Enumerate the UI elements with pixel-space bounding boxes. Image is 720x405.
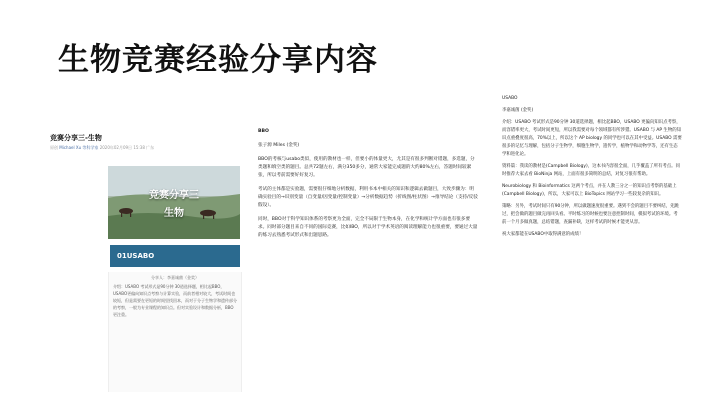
article-meta xyxy=(50,145,154,151)
article-title: 竞赛分享三-生物 xyxy=(50,134,102,142)
usabo-paragraph-3: Neurobiology 和 Bioinformatics 这两个考点，并在人教三分之一的知识点考察的基础上(Campbell Biology)，所以，大家可以上 BioTopics 网站学习一些较复杂的知识。 xyxy=(502,184,677,197)
usabo-header: USABO xyxy=(502,96,518,101)
meta-date: 2020年02月09日 15:38 广东 xyxy=(99,145,155,150)
article-screenshot-1 xyxy=(48,128,238,392)
usabo-closing: 祝大家都能在USABO中取得满意的成绩！ xyxy=(502,232,584,237)
usabo-paragraph-1: 介绍：USABO 考试形式是90分钟 30道选择题，相比起BBO，USABO 更偏向知识点考察，而容错率更大，考试时间更短，所以我需要对每个领域都有所涉猎。USABO 与 AP 生物的知识点重叠度很高，70%以上，所以这个 AP biology 的同学也可以在其中受益。USABO 需要很多的记忆与理解，包括分子生物学，细胞生物学，遗传学，植物学和动物学等，还有生态学和进化论。 xyxy=(502,120,682,157)
article-screenshot-2 xyxy=(258,128,478,318)
meta-prefix: 原创 xyxy=(50,145,58,150)
slide-title: 生物竞赛经验分享内容 xyxy=(58,42,378,78)
usabo-paragraph-2: 资料篇：我读的教材是(Campbell Biology)，这本书内容很全面，几乎覆盖了所有考点。同时推荐大家去看 BioNinja 网站，上面有很多简明的总结，对复习很有帮助。 xyxy=(502,164,680,177)
intro-box xyxy=(108,272,242,392)
meta-author[interactable]: Michael Xu 等科学家 xyxy=(59,145,99,150)
usabo-paragraph-4: 策略：另外，考试时间只有90分钟，所以做题速度很重要。遇到不会的题目不要纠结，先跳过，把会做的题目做完再回头看。平时练习的时候也要注意控制时间，模拟考试的环境。考前一个月多做真题，总结错题，查漏补缺，这样考试的时候才能更从容。 xyxy=(502,204,679,225)
cover-text-line2: 生物 xyxy=(164,208,184,219)
bbo-header: BBO xyxy=(258,129,269,134)
usabo-author: 李嘉诚菌 (金奖) xyxy=(502,108,534,113)
intro-body: 介绍：USABO 考试形式是90分钟 30道选择题，相比起BBO，USABO更偏向知识点考察与计算实验，而前者相对较大，考试时间也较短，但是需要在更短的时间里找回本，而对于分子生物学和遗传部分的考察，一般为专业课程的知识点。但对实验设计和数据分析，BBO更注重。 xyxy=(113,284,237,317)
bbo-paragraph-2: 考试的主体都是实验题，需要很仔细地分析数据，利用书本中相关的知识和逻辑去做题目，大致步骤为：明确实验目的→识别变量（自变量/因变量/控制变量）→分析数据趋势（折线图/柱状图）→推导结论（支持/反驳假设）。 xyxy=(258,187,478,208)
cover-image xyxy=(108,166,240,239)
bbo-author: 张子源 Miles (金奖) xyxy=(258,143,300,148)
bbo-paragraph-1: BBO的考核与usabo类似，使用的教材也一样，但要小的体量更大，尤其是有很多判断对错题，多选题，分类题和填空类的题目。总共72题左右，满分350多分，通常大家能完成题的大约80%左右，答题时间较紧张，所以考前需要好好复习。 xyxy=(258,157,475,178)
bbo-paragraph-3: 同时，BBO对于科学知识体系的考察更为全面，完全不局限于生物本身，在化学和统计学方面也有很多要求。同时部分题目来自不同的国际竞赛，比如IBO，所以对于学术英语的阅读理解能力也很重要，要通过大量的练习去熟悉考试形式和出题思路。 xyxy=(258,217,478,238)
landscape-illustration xyxy=(108,166,240,239)
intro-heading: 分享人：李嘉诚菌（金奖） xyxy=(151,275,199,280)
cover-text-line1: 竞赛分享三 xyxy=(149,190,199,201)
article-screenshot-3 xyxy=(502,95,682,395)
usabo-logo-banner: 01USABO xyxy=(110,245,240,267)
